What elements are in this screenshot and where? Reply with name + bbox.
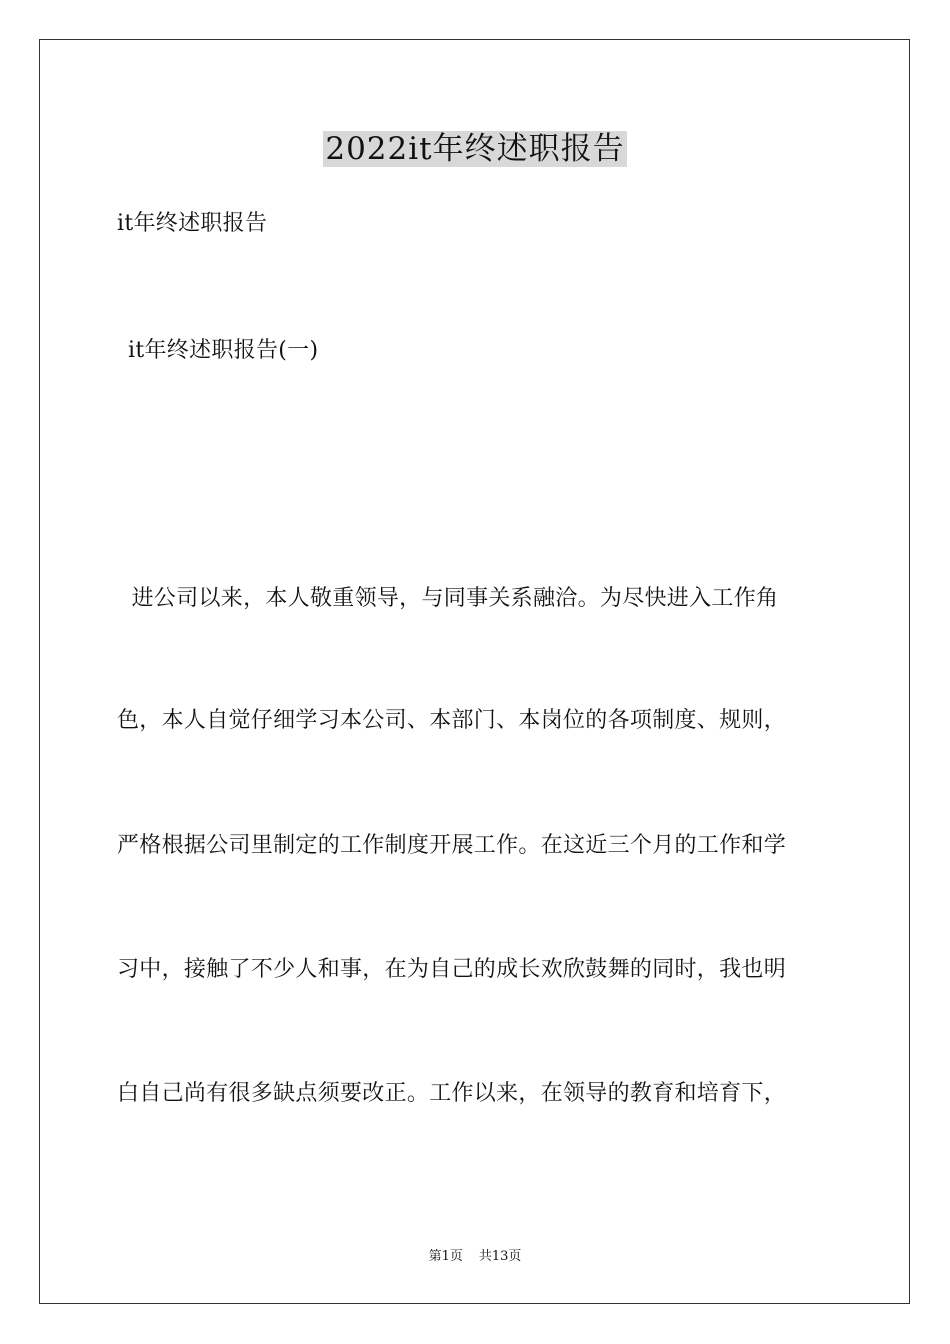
page-number-current: 第1页: [428, 1249, 463, 1264]
page-footer: [0, 1248, 950, 1266]
page-number-total: 共13页: [478, 1249, 522, 1264]
body-line-2: 色，本人自觉仔细学习本公司、本部门、本岗位的各项制度、规则，: [117, 708, 787, 733]
document-title-container: [0, 128, 950, 170]
body-line-3: 严格根据公司里制定的工作制度开展工作。在这近三个月的工作和学: [117, 833, 787, 858]
body-line-4: 习中，接触了不少人和事，在为自己的成长欢欣鼓舞的同时，我也明: [117, 957, 787, 982]
document-title: 2022it年终述职报告: [325, 131, 625, 167]
section-heading: it年终述职报告(一): [128, 338, 319, 363]
body-line-5: 白自己尚有很多缺点须要改正。工作以来，在领导的教育和培育下，: [117, 1081, 787, 1106]
body-line-1: 进公司以来，本人敬重领导，与同事关系融洽。为尽快进入工作角: [117, 586, 779, 611]
document-subtitle: it年终述职报告: [117, 211, 268, 236]
